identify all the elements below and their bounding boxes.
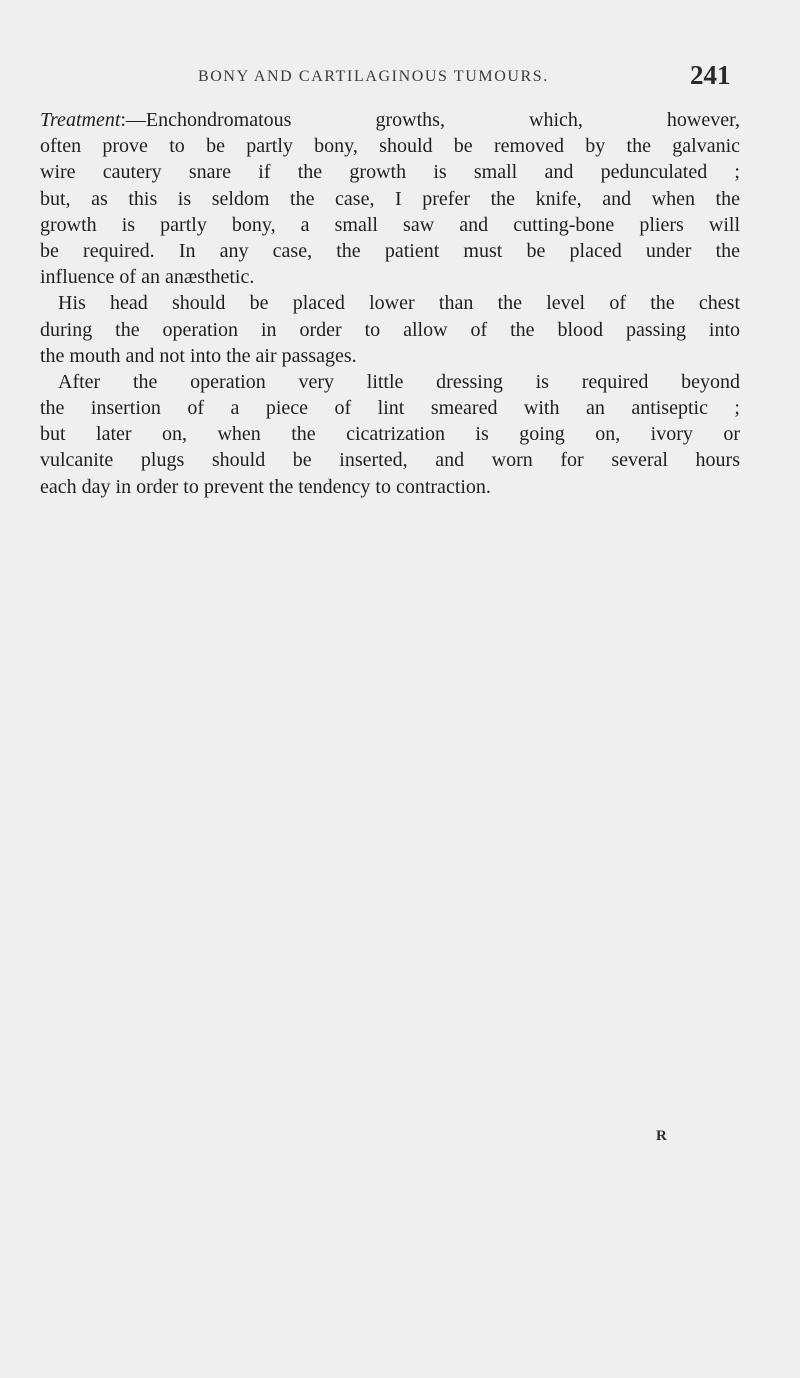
running-title: BONY AND CARTILAGINOUS TUMOURS. [198,68,549,85]
running-head [0,62,800,96]
text-line: each day in order to prevent the tendency to contraction. [40,475,491,498]
text-line: influence of an anæsthetic. [40,266,255,289]
text-line: but, as this is seldom the case, I prefer the knife, and when the [40,187,740,210]
text-line: growth is partly bony, a small saw and cutting-bone pliers will [40,213,740,236]
text-line: be required. In any case, the patient must be placed under the [40,239,740,262]
paragraph-head-position [40,290,740,369]
text-line: the mouth and not into the air passages. [40,344,357,367]
text-line: wire cautery snare if the growth is small and pedunculated ; [40,161,740,184]
paragraph-treatment [40,107,740,290]
text-line: the insertion of a piece of lint smeared with an antiseptic ; [40,397,740,420]
page-number: 241 [690,60,731,90]
text-line: during the operation in order to allow of the blood passing into [40,318,740,341]
text-line: vulcanite plugs should be inserted, and worn for several hours [40,449,740,472]
text-line: often prove to be partly bony, should be removed by the galvanic [40,135,740,158]
body-text [40,107,740,500]
text-line-fragment: :—Enchondromatous growths, which, however, [120,109,740,131]
text-line [40,107,740,133]
text-line: After the operation very little dressing is required beyond [58,370,740,393]
treatment-heading: Treatment [40,109,121,131]
text-line: but later on, when the cicatrization is going on, ivory or [40,423,740,446]
signature-mark: R [656,1128,667,1144]
paragraph-after-operation [40,369,740,500]
text-line: His head should be placed lower than the level of the chest [58,292,740,315]
